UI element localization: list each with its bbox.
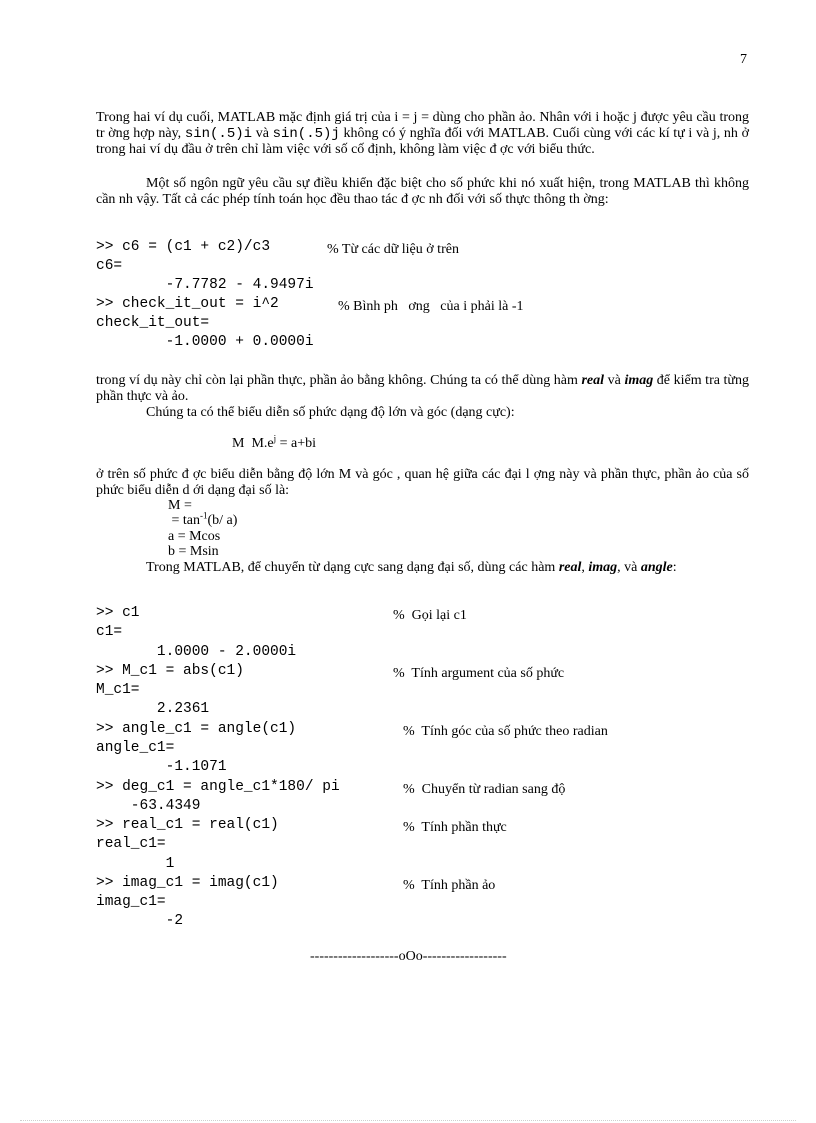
paragraph-6-text-b: , xyxy=(581,560,589,575)
code-line: >> c6 = (c1 + c2)/c3 xyxy=(96,239,271,255)
keyword-angle: angle xyxy=(640,560,673,575)
code-comment: % Chuyển từ radian sang độ xyxy=(403,782,566,797)
formula-lhs: M M.e xyxy=(232,436,274,451)
code-line: >> M_c1 = abs(c1) xyxy=(96,663,244,679)
polar-formula xyxy=(232,433,317,452)
code-line: 1.0000 - 2.0000i xyxy=(96,644,297,660)
code-line: c6= xyxy=(96,258,123,274)
code-line: 2.2361 xyxy=(96,701,210,717)
relation-angle-exponent: -1 xyxy=(200,510,208,521)
inline-code-sin-j: sin(.5)j xyxy=(272,125,340,142)
relation-magnitude: M = xyxy=(168,498,196,513)
code-line: >> imag_c1 = imag(c1) xyxy=(96,875,279,891)
code-line: >> angle_c1 = angle(c1) xyxy=(96,721,297,737)
code-line: -7.7782 - 4.9497i xyxy=(96,277,314,293)
code-comment: % Gọi lại c1 xyxy=(393,608,467,623)
code-line: M_c1= xyxy=(96,682,140,698)
code-line: >> check_it_out = i^2 xyxy=(96,296,279,312)
code-line: angle_c1= xyxy=(96,740,175,756)
code-line: >> real_c1 = real(c1) xyxy=(96,817,279,833)
relation-angle-args: (b/ a) xyxy=(207,513,238,528)
paragraph-5: ở trên số phức đ ợc biểu diễn bằng độ lớn M và góc , quan hệ giữa các đại l ợng này và phần thực, phần ảo của số phức biểu diễn d ới dạng đại số là: xyxy=(96,467,749,498)
paragraph-1-text-c: không có ý nghĩa đối với MATLAB. Cuối cùng với các kí tự i và j, nh ở trong hai ví dụ đầu ở trên chỉ làm việc với số cố định, không làm việc đ ợc với biểu thức. xyxy=(96,125,749,157)
paragraph-2: Một số ngôn ngữ yêu cầu sự điều khiển đặc biệt cho số phức khi nó xuất hiện, trong MATLAB thì không cần nh vậy. Tất cả các phép tính toán học đều thao tác đ ợc nh đối với số thực thông th ờng: xyxy=(96,176,749,207)
keyword-real: real xyxy=(558,560,582,575)
keyword-imag: imag xyxy=(588,560,618,575)
paragraph-1 xyxy=(96,110,749,158)
page-bottom-border xyxy=(20,1120,796,1121)
code-line: imag_c1= xyxy=(96,894,166,910)
paragraph-3 xyxy=(96,373,749,404)
code-line: >> c1 xyxy=(96,605,140,621)
keyword-real: real xyxy=(581,373,605,388)
paragraph-3-text-c: để kiểm tra từng phần thực và ảo. xyxy=(96,373,750,404)
paragraph-4: Chúng ta có thể biểu diễn số phức dạng độ lớn và góc (dạng cực): xyxy=(146,405,515,420)
code-line: real_c1= xyxy=(96,836,166,852)
code-line: -1.1071 xyxy=(96,759,227,775)
paragraph-6-text-c: , và xyxy=(617,560,641,575)
paragraph-1-text-a: Trong hai ví dụ cuối, MATLAB mặc định giá trị của i = j = dùng cho phần ảo. Nhân với i hoặc j được yêu cầu trong tr ờng hợp này, xyxy=(96,110,749,141)
code-line: -63.4349 xyxy=(96,798,201,814)
inline-code-sin-i: sin(.5)i xyxy=(184,125,253,142)
relation-angle xyxy=(168,510,238,528)
code-line: -2 xyxy=(96,913,184,929)
code-comment: % Bình ph ơng của i phải là -1 xyxy=(338,299,524,314)
formula-rhs: = a+bi xyxy=(276,436,317,451)
formula-exponent: j xyxy=(273,433,277,444)
paragraph-3-text-a: trong ví dụ này chỉ còn lại phần thực, phần ảo bằng không. Chúng ta có thể dùng hàm xyxy=(96,373,582,388)
relation-real: a = Mcos xyxy=(168,529,221,544)
section-separator: -------------------oOo------------------ xyxy=(310,949,507,964)
code-line: c1= xyxy=(96,624,123,640)
paragraph-6-text-a: Trong MATLAB, để chuyển từ dạng cực sang dạng đại số, dùng các hàm xyxy=(146,560,559,575)
code-line: 1 xyxy=(96,856,175,872)
paragraph-6-text-d: : xyxy=(672,560,677,575)
keyword-imag: imag xyxy=(624,373,654,388)
code-comment: % Từ các dữ liệu ở trên xyxy=(327,242,459,257)
code-comment: % Tính phần thực xyxy=(403,820,507,835)
page-number: 7 xyxy=(740,52,747,67)
code-line: check_it_out= xyxy=(96,315,210,331)
paragraph-6 xyxy=(96,560,749,576)
paragraph-1-text-b: và xyxy=(252,125,273,141)
code-line: -1.0000 + 0.0000i xyxy=(96,334,314,350)
relation-angle-text: = tan xyxy=(168,513,200,528)
code-comment: % Tính góc của số phức theo radian xyxy=(403,724,608,739)
paragraph-3-text-b: và xyxy=(604,373,625,388)
code-line: >> deg_c1 = angle_c1*180/ pi xyxy=(96,779,340,795)
code-comment: % Tính phần ảo xyxy=(403,878,496,893)
relation-imag: b = Msin xyxy=(168,544,219,559)
code-comment: % Tính argument của số phức xyxy=(393,666,565,681)
